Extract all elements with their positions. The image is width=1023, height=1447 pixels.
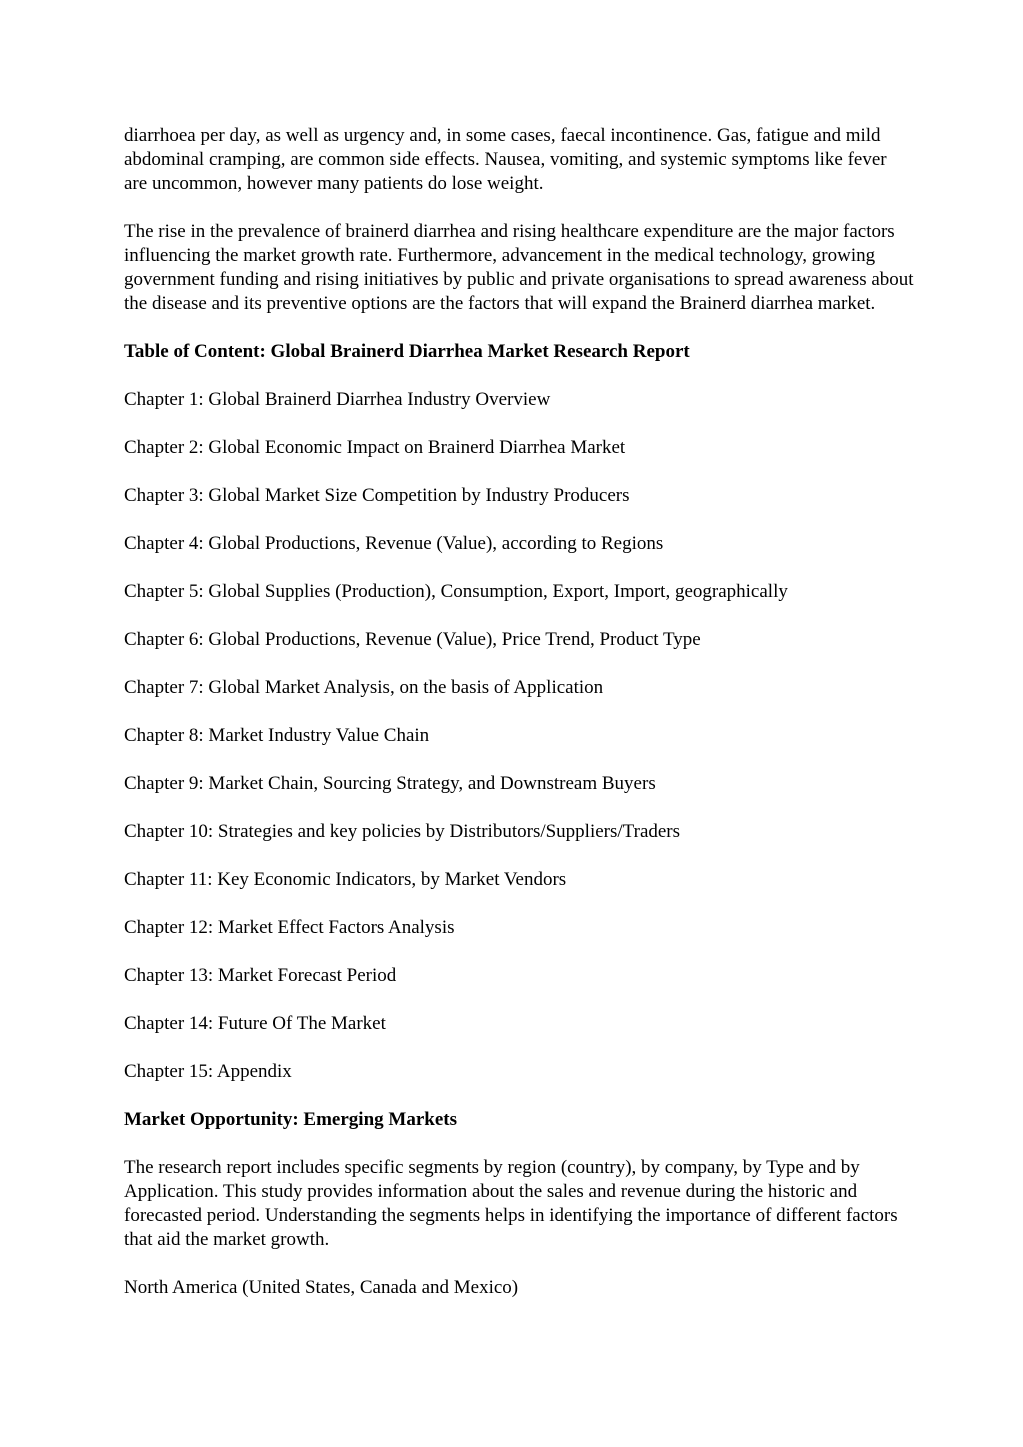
region-north-america: North America (United States, Canada and Mexico) xyxy=(124,1277,519,1298)
toc-chapter-13: Chapter 13: Market Forecast Period xyxy=(124,965,397,986)
opportunity-paragraph: The research report includes specific segments by region (country), by company, by Type and by Application. This study provides information about the sales and revenue during the historic and forecasted period. Understanding the segments helps in identifying the importance of different factors that aid the market growth. xyxy=(124,1157,898,1250)
intro-paragraph-market-growth: The rise in the prevalence of brainerd diarrhea and rising healthcare expenditure are the major factors influencing the market growth rate. Furthermore, advancement in the medical technology, growing government funding and rising initiatives by public and private organisations to spread awareness about the disease and its preventive options are the factors that will expand the Brainerd diarrhea market. xyxy=(124,221,914,314)
toc-chapter-7: Chapter 7: Global Market Analysis, on the basis of Application xyxy=(124,677,604,698)
toc-chapter-3: Chapter 3: Global Market Size Competition by Industry Producers xyxy=(124,485,630,506)
toc-chapter-5: Chapter 5: Global Supplies (Production), Consumption, Export, Import, geographically xyxy=(124,581,788,602)
toc-chapter-8: Chapter 8: Market Industry Value Chain xyxy=(124,725,430,746)
intro-paragraph-symptoms: diarrhoea per day, as well as urgency and, in some cases, faecal incontinence. Gas, fatigue and mild abdominal cramping, are common side effects. Nausea, vomiting, and systemic symptoms like fever are uncommon, however many patients do lose weight. xyxy=(124,125,887,194)
toc-chapter-10: Chapter 10: Strategies and key policies by Distributors/Suppliers/Traders xyxy=(124,821,681,842)
opportunity-heading: Market Opportunity: Emerging Markets xyxy=(124,1109,457,1130)
toc-chapter-11: Chapter 11: Key Economic Indicators, by Market Vendors xyxy=(124,869,567,890)
toc-chapter-9: Chapter 9: Market Chain, Sourcing Strategy, and Downstream Buyers xyxy=(124,773,656,794)
toc-heading: Table of Content: Global Brainerd Diarrhea Market Research Report xyxy=(124,341,690,362)
document-body xyxy=(124,124,914,1324)
toc-chapter-15: Chapter 15: Appendix xyxy=(124,1061,292,1082)
toc-chapter-6: Chapter 6: Global Productions, Revenue (Value), Price Trend, Product Type xyxy=(124,629,701,650)
toc-chapter-4: Chapter 4: Global Productions, Revenue (Value), according to Regions xyxy=(124,533,664,554)
toc-chapter-2: Chapter 2: Global Economic Impact on Brainerd Diarrhea Market xyxy=(124,437,626,458)
toc-chapter-12: Chapter 12: Market Effect Factors Analysis xyxy=(124,917,455,938)
toc-chapter-1: Chapter 1: Global Brainerd Diarrhea Industry Overview xyxy=(124,389,551,410)
toc-chapter-14: Chapter 14: Future Of The Market xyxy=(124,1013,386,1034)
